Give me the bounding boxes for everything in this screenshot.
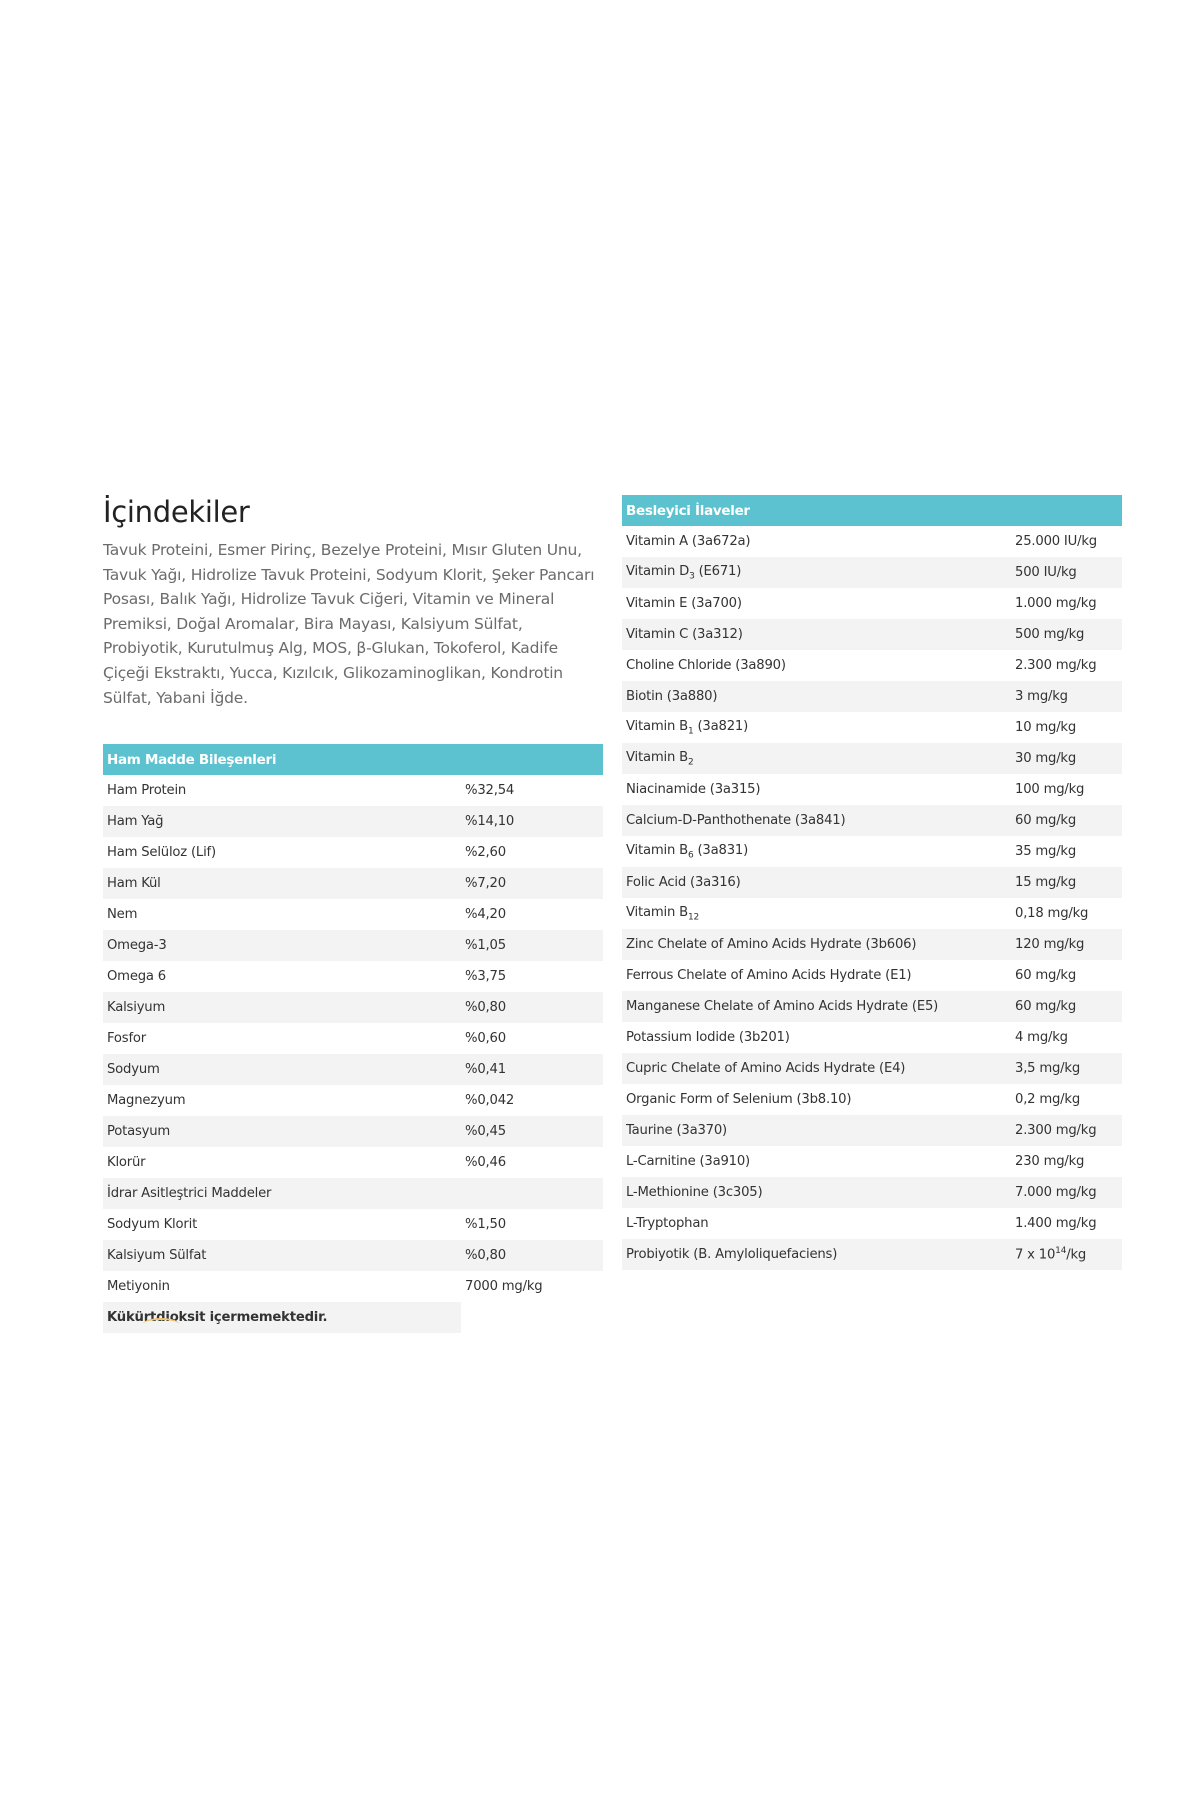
row-name: Ferrous Chelate of Amino Acids Hydrate (E1) — [626, 968, 912, 983]
row-value: 35 mg/kg — [1015, 844, 1077, 859]
row-name: Vitamin A (3a672a) — [626, 534, 751, 549]
row-name-text: Vitamin B — [626, 718, 688, 734]
row-value: %1,50 — [465, 1217, 506, 1233]
row-name: Ham Selüloz (Lif) — [107, 845, 216, 861]
row-name: Vitamin C (3a312) — [622, 619, 1011, 650]
row-value: 30 mg/kg — [1011, 743, 1122, 774]
row-name: Omega 6 — [107, 969, 166, 985]
row-name: Ham Yağ — [103, 806, 461, 837]
table-row — [622, 1146, 1122, 1177]
row-name: Cupric Chelate of Amino Acids Hydrate (E4) — [622, 1053, 1011, 1084]
row-value: 1.000 mg/kg — [1015, 596, 1097, 611]
row-name: L-Methionine (3c305) — [622, 1177, 1011, 1208]
row-value: 500 IU/kg — [1011, 557, 1122, 588]
row-name-suffix: (3a831) — [693, 842, 749, 858]
table-row — [622, 1177, 1122, 1208]
row-name-subscript: 12 — [687, 912, 700, 923]
table-row — [103, 930, 603, 961]
row-name: Choline Chloride (3a890) — [626, 658, 786, 673]
table-row — [622, 526, 1122, 557]
row-name-suffix: (3a821) — [693, 718, 749, 734]
table-row — [622, 588, 1122, 619]
row-name-subscript: 1 — [687, 726, 694, 737]
row-value: %32,54 — [465, 783, 515, 799]
row-value-suffix: /kg — [1066, 1247, 1087, 1263]
table-row — [622, 619, 1122, 650]
row-name-text: Vitamin B — [626, 904, 688, 920]
row-name: Omega-3 — [103, 930, 461, 961]
row-name: Calcium-D-Panthothenate (3a841) — [622, 805, 1011, 836]
table-row — [622, 805, 1122, 836]
table-row — [622, 836, 1122, 867]
row-name: Zinc Chelate of Amino Acids Hydrate (3b606) — [622, 929, 1011, 960]
row-name: Probiyotik (B. Amyloliquefaciens) — [622, 1239, 1011, 1270]
row-name: Ham Kül — [103, 868, 461, 899]
row-name — [622, 836, 1011, 867]
row-value: 500 mg/kg — [1011, 619, 1122, 650]
row-value-text: 7 x 10 — [1015, 1247, 1056, 1263]
row-value: 60 mg/kg — [1011, 991, 1122, 1022]
table-row — [103, 1147, 603, 1178]
row-name: Sodyum Klorit — [107, 1217, 198, 1233]
row-name-text: Vitamin B — [626, 749, 688, 765]
row-name — [622, 712, 1011, 743]
table-row — [622, 1053, 1122, 1084]
row-value: %1,05 — [461, 930, 603, 961]
table-row — [103, 1116, 603, 1147]
row-value: %0,41 — [461, 1054, 603, 1085]
table-row — [103, 992, 603, 1023]
table-row — [103, 1240, 603, 1271]
table-row — [622, 867, 1122, 898]
row-value: 100 mg/kg — [1015, 782, 1085, 797]
row-name: Organic Form of Selenium (3b8.10) — [626, 1092, 852, 1107]
row-name — [622, 557, 1011, 588]
table-row — [103, 961, 603, 992]
row-name: Potassium Iodide (3b201) — [626, 1030, 790, 1045]
row-name-suffix: (E671) — [694, 563, 742, 579]
row-value: %3,75 — [465, 969, 506, 985]
ham-madde-header: Ham Madde Bileşenleri — [103, 744, 603, 775]
besleyici-header-row — [622, 495, 1122, 526]
row-value: %0,45 — [461, 1116, 603, 1147]
row-value: %2,60 — [465, 845, 506, 861]
table-row — [622, 898, 1122, 929]
table-row — [622, 1115, 1122, 1146]
row-value-empty — [461, 1302, 603, 1333]
besleyici-header: Besleyici İlaveler — [622, 495, 1122, 526]
table-row — [622, 1084, 1122, 1115]
row-value: 10 mg/kg — [1015, 720, 1077, 735]
row-value: %14,10 — [461, 806, 603, 837]
table-row — [622, 774, 1122, 805]
row-name-subscript: 2 — [687, 757, 694, 768]
row-name: Metiyonin — [107, 1279, 170, 1295]
row-name: Sodyum — [103, 1054, 461, 1085]
table-row — [103, 775, 603, 806]
row-name: L-Tryptophan — [626, 1216, 709, 1231]
row-name-subscript: 6 — [687, 850, 694, 861]
table-row — [622, 1239, 1122, 1270]
row-value: %0,80 — [461, 1240, 603, 1271]
row-name: Kalsiyum Sülfat — [103, 1240, 461, 1271]
row-name: Magnezyum — [107, 1093, 186, 1109]
row-name: Ham Protein — [107, 783, 187, 799]
table-row — [622, 929, 1122, 960]
table-row — [622, 1208, 1122, 1239]
table-row — [622, 1022, 1122, 1053]
row-name: L-Carnitine (3a910) — [626, 1154, 751, 1169]
table-row — [622, 681, 1122, 712]
row-name: İdrar Asitleştrici Maddeler — [103, 1178, 461, 1209]
row-value: %4,20 — [465, 907, 506, 923]
sulfite-note: Kükürtdioksit içermemektedir. — [103, 1302, 461, 1333]
table-row — [103, 837, 603, 868]
row-value-superscript: 14 — [1055, 1246, 1067, 1257]
row-value: 3 mg/kg — [1011, 681, 1122, 712]
row-value — [461, 1178, 603, 1209]
table-row — [103, 1209, 603, 1240]
row-value: 4 mg/kg — [1015, 1030, 1068, 1045]
table-row — [103, 1054, 603, 1085]
row-value — [1011, 1239, 1122, 1270]
row-name — [622, 743, 1011, 774]
row-value: 1.400 mg/kg — [1015, 1216, 1097, 1231]
row-value: 3,5 mg/kg — [1011, 1053, 1122, 1084]
table-row — [103, 1085, 603, 1116]
row-value: 0,2 mg/kg — [1015, 1092, 1081, 1107]
table-row — [622, 712, 1122, 743]
table-row — [103, 899, 603, 930]
row-name-text: Vitamin D — [626, 563, 690, 579]
ingredients-title: İçindekiler — [103, 495, 250, 529]
ingredients-text: Tavuk Proteini, Esmer Pirinç, Bezelye Proteini, Mısır Gluten Unu, Tavuk Yağı, Hidrolize Tavuk Proteini, Sodyum Klorit, Şeker Pancarı Posası, Balık Yağı, Hidrolize Tavuk Ciğeri, Vitamin ve Mineral Premiksi, Doğal Aromalar, Bira Mayası, Kalsiyum Sülfat, Probiyotik, Kurutulmuş Alg, MOS, β-Glukan, Tokoferol, Kadife Çiçeği Ekstraktı, Yucca, Kızılcık, Glikozaminoglikan, Kondrotin Sülfat, Yabani İğde. — [103, 541, 595, 707]
row-value: 2.300 mg/kg — [1011, 1115, 1122, 1146]
row-value: %0,46 — [465, 1155, 506, 1171]
table-row — [622, 960, 1122, 991]
table-row — [103, 1178, 603, 1209]
right-column — [622, 495, 1122, 1270]
ham-madde-header-row — [103, 744, 603, 775]
row-name: Kalsiyum — [103, 992, 461, 1023]
row-name: Nem — [107, 907, 138, 923]
row-value: 7000 mg/kg — [465, 1279, 543, 1295]
decorative-arc — [143, 1318, 179, 1330]
row-name-text: Vitamin B — [626, 842, 688, 858]
besleyici-table — [622, 495, 1122, 1270]
row-value: %0,042 — [465, 1093, 515, 1109]
table-row — [103, 1271, 603, 1302]
table-row — [622, 991, 1122, 1022]
table-row — [103, 1023, 603, 1054]
row-name: Vitamin E (3a700) — [626, 596, 742, 611]
row-name-subscript: 3 — [689, 571, 695, 582]
row-value: 25.000 IU/kg — [1015, 534, 1097, 549]
row-name: Klorür — [107, 1155, 146, 1171]
row-value: %7,20 — [461, 868, 603, 899]
row-value: 60 mg/kg — [1015, 968, 1077, 983]
row-name: Niacinamide (3a315) — [626, 782, 761, 797]
row-name: Taurine (3a370) — [622, 1115, 1011, 1146]
row-value: 2.300 mg/kg — [1015, 658, 1097, 673]
row-value: 120 mg/kg — [1011, 929, 1122, 960]
table-row — [622, 650, 1122, 681]
row-name: Fosfor — [107, 1031, 146, 1047]
table-row — [622, 557, 1122, 588]
row-value: %0,80 — [461, 992, 603, 1023]
ham-madde-table — [103, 744, 603, 1333]
row-value: 0,18 mg/kg — [1015, 906, 1089, 921]
row-value: 60 mg/kg — [1011, 805, 1122, 836]
ham-madde-body — [103, 775, 603, 1333]
besleyici-body — [622, 526, 1122, 1270]
table-row — [103, 868, 603, 899]
row-value: %0,60 — [465, 1031, 506, 1047]
row-value: 230 mg/kg — [1015, 1154, 1085, 1169]
row-value: 15 mg/kg — [1011, 867, 1122, 898]
table-row — [622, 743, 1122, 774]
row-name: Biotin (3a880) — [622, 681, 1011, 712]
table-row — [103, 806, 603, 837]
row-name — [622, 898, 1011, 929]
row-value: 7.000 mg/kg — [1011, 1177, 1122, 1208]
row-name: Manganese Chelate of Amino Acids Hydrate (E5) — [622, 991, 1011, 1022]
left-column — [103, 492, 603, 1333]
row-name: Potasyum — [103, 1116, 461, 1147]
row-name: Folic Acid (3a316) — [622, 867, 1011, 898]
